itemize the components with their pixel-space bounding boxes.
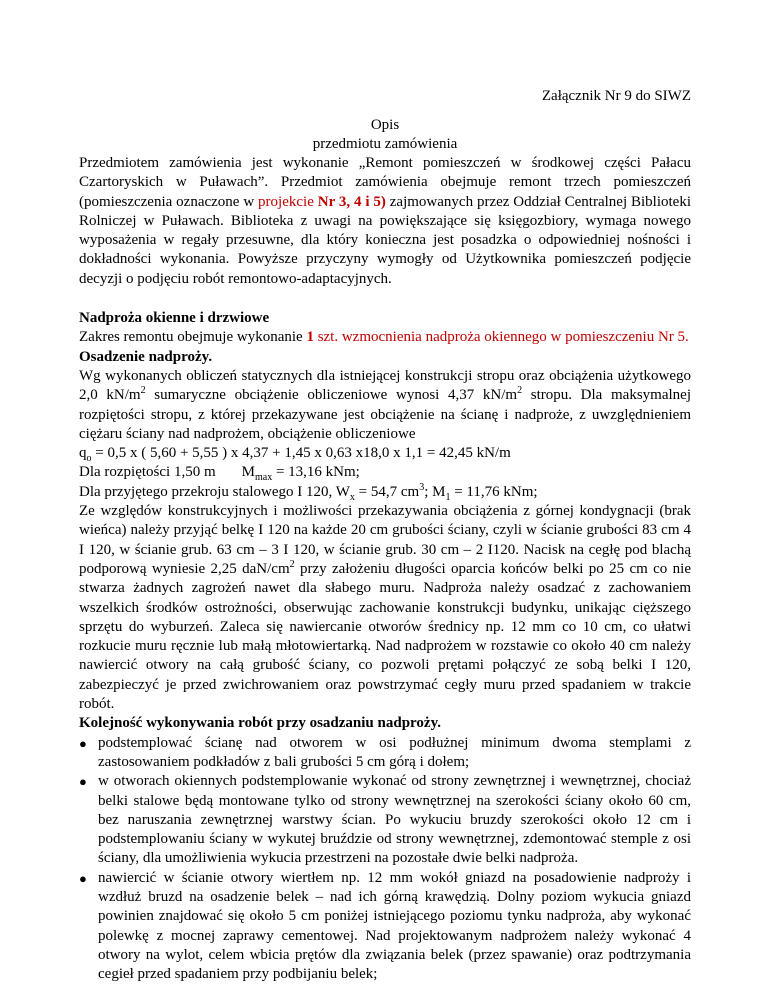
bullet-icon: ●: [79, 774, 87, 790]
intro-paragraph: [79, 154, 691, 289]
work-steps-list: [79, 734, 691, 985]
intro-text-2: zajmowanych przez Oddział Centralnej Biblioteki Rolniczej w Puławach. Biblioteka z uwagi na powiększające się księgozbiory, wymaga nowego wyposażenia w regały przesuwne, dla który konieczna jest posadzka o odpowiedniej nośności i dokładności wykonania. Powyższe przyczyny wymogły od Użytkownika pomieszczeń podjęcie decyzji o podjęciu robót remontowo-adaptacyjnych.: [79, 193, 692, 287]
span-moment: Dla rozpiętości 1,50 m $M_{max} = 13,16$ kNm;: [79, 464, 360, 484]
construction-paragraph: Ze względów konstrukcyjnych i możliwości przekazywania obciążenia z górnej kondygnacji (brak wieńca) należy przyjąć belkę I 120 na każde 20 cm grubości ściany, czyli w ścianie grubości 83 cm 4 I 120, w ścianie grub. 63 cm – 3 I 120, w ścianie grub. 30 cm – 2 I120. Nacisk na cegłę pod blachą podporową wyniesie 2,25 daN/$cm^2$ przy założeniu długości oparcia końców belki po 25 cm co nie stwarza żadnych zagrożeń nawet dla słabego muru. Nadproża należy osadzać z zachowaniem wszelkich środków ostrożności, obserwując zachowanie konstrukcji budynku, unikając cięższego sprzętu do wyburzeń. Zaleca się nawiercanie otworów średnicy np. 12 mm co 10 cm, co ułatwi rozkucie muru ręcznie lub małą młotowiertarką. Nad nadprożem w rozstawie co około 40 cm należy nawiercić otwory na całą grubość ściany, co pozwoli prętami połączyć ze sobą belki I 120, zabezpieczyć je przed zwichrowaniem oraz powstrzymać cegły muru przed spadaniem w trakcie robót.: [79, 503, 691, 713]
intro-red-rooms: Nr 3, 4 i 5): [317, 193, 386, 210]
intro-red-text: projekcie: [258, 193, 318, 210]
bullet-icon: ●: [79, 735, 87, 751]
document-title: Opis: [370, 117, 400, 133]
bullet-icon: ●: [79, 870, 87, 886]
list-item: ● nawiercić w ścianie otwory wiertłem np. 12 mm wokół gniazd na posadowienie nadproży i wzdłuż bruzd na osadzenie belek – nad ich górną krawędzią. Dolny poziom wykucia gniazd powinien znajdować się około 5 cm poniżej istniejącego poziomu tynku nadproża, aby wykonać polewkę z mocnej zaprawy cementowej. Nad projektowanym nadprożem należy wykonać 4 otwory na wylot, celem wbicia prętów dla związania belek (przez spawanie) oraz podtrzymania cegieł przed spadaniem przy podbijaniu belek;: [79, 869, 691, 983]
superscript: 2: [140, 385, 146, 397]
calc-paragraph: Wg wykonanych obliczeń statycznych dla istniejącej konstrukcji stropu oraz obciążenia użytkowego 2,0 $kN/m^2$ sumaryczne obciążenie obliczeniowe wynosi 4,37 $kN/m^2$ stropu. Dla maksymalnej rozpiętości stropu, z której przekazywane jest obciążenie na ścianę i nadproże, z uwzględnieniem ciężaru ściany nad nadprożem, obciążenie obliczeniowe: [79, 367, 691, 442]
section-heading-lintels: Nadproża okienne i drzwiowe: [79, 310, 270, 327]
q-formula: $q_o = 0,5$ x ( 5,60 + 5,55 ) x 4,37 + 1,45 x 0,63 x18,0 x 1,1 = 42,45 kN/m: [79, 445, 511, 465]
annex-label: Załącznik Nr 9 do SIWZ: [541, 88, 691, 104]
document-body: [79, 154, 691, 984]
scope-text: Zakres remontu obejmuje wykonanie: [79, 329, 307, 346]
list-item: ● podstemplować ścianę nad otworem w osi podłużnej minimum dwoma stemplami z zastosowaniem podkładów z bali grubości 5 cm górą i dołem;: [79, 734, 691, 770]
superscript: 2: [517, 385, 523, 397]
paragraph-gap: [79, 289, 691, 309]
scope-red-text: szt. wzmocnienia nadproża okiennego w pomieszczeniu Nr 5.: [313, 329, 689, 346]
scope-count: 1: [306, 329, 314, 346]
profile-line: Dla przyjętego przekroju stalowego I 120, $W_x = 54,7$ $cm^3$; $M_1 = 11,76$ kNm;: [79, 481, 538, 503]
section-heading-order: Kolejność wykonywania robót przy osadzaniu nadproży.: [79, 715, 441, 732]
intro-text-1: Przedmiotem zamówienia jest wykonanie „Remont pomieszczeń w środkowej części Pałacu Czartoryskich w Puławach”. Przedmiot zamówienia obejmuje remont trzech pomieszczeń (pomieszczenia oznaczone w: [79, 155, 691, 210]
list-item: ● w otworach okiennych podstemplowanie wykonać od strony zewnętrznej i wewnętrznej, chociaż belki stalowe będą montowane tylko od strony wewnętrznej na szerokości ściany około 60 cm, bez naruszania zewnętrznej warstwy ścian. Po wykuciu bruzdy szerokości około 12 cm i podstemplowaniu ściany w wykutej bruździe od strony wewnętrznej, zdemontować stemple z osi ściany, dla umożliwienia wykucia przestrzeni na pozostałe dwie belki nadproża.: [79, 773, 691, 867]
document-subtitle: przedmiotu zamówienia: [312, 136, 458, 152]
scope-paragraph: [79, 328, 691, 347]
section-heading-installation: Osadzenie nadproży.: [79, 348, 213, 365]
